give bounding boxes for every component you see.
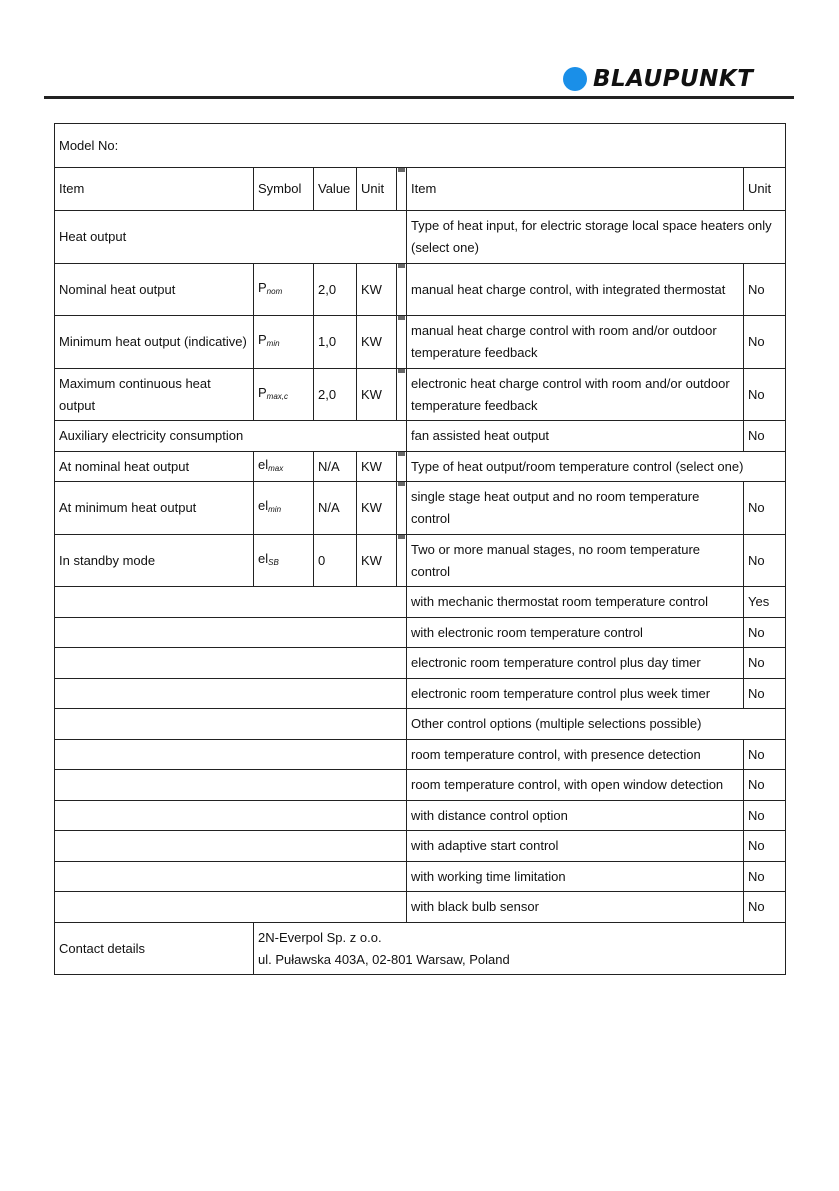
header-unit: Unit (357, 168, 397, 211)
option-label: with mechanic thermostat room temperature control (407, 587, 744, 618)
other-control-heading: Other control options (multiple selections possible) (407, 709, 786, 740)
option-value: No (744, 535, 786, 587)
ecodesign-table (54, 123, 786, 975)
table-row (55, 618, 786, 648)
empty-left-cell (55, 618, 407, 648)
row-label: At nominal heat output (55, 452, 254, 482)
heat-output-control-heading: Type of heat output/room temperature control (select one) (407, 452, 786, 482)
brand-name: BLAUPUNKT (593, 66, 754, 92)
header-item: Item (55, 168, 254, 211)
value-cell: 2,0 (314, 369, 357, 421)
symbol-cell: $P_{max,c}$ (254, 369, 314, 421)
aux-label: Auxiliary electricity consumption (55, 421, 407, 452)
row-label: Maximum continuous heat output (55, 369, 254, 421)
option-label: room temperature control, with presence detection (407, 740, 744, 770)
table-row (55, 264, 786, 316)
empty-left-cell (55, 679, 407, 709)
option-label: electronic heat charge control with room and/or outdoor temperature feedback (407, 369, 744, 421)
column-separator (397, 369, 407, 421)
unit-cell: KW (357, 264, 397, 316)
option-label: with electronic room temperature control (407, 618, 744, 648)
value-cell: N/A (314, 482, 357, 535)
value-cell: N/A (314, 452, 357, 482)
header-unit-right: Unit (744, 168, 786, 211)
empty-left-cell (55, 587, 407, 618)
contact-company: 2N-Everpol Sp. z o.o. (258, 929, 382, 945)
value-cell: 1,0 (314, 316, 357, 369)
table-row (55, 862, 786, 892)
empty-left-cell (55, 740, 407, 770)
column-separator (397, 264, 407, 316)
heat-output-label: Heat output (55, 211, 407, 264)
option-value: No (744, 482, 786, 535)
unit-cell: KW (357, 535, 397, 587)
table-row (55, 679, 786, 709)
option-label: with black bulb sensor (407, 892, 744, 923)
empty-left-cell (55, 709, 407, 740)
option-value: No (744, 264, 786, 316)
option-value: No (744, 648, 786, 679)
option-value: No (744, 316, 786, 369)
table-row (55, 211, 786, 264)
empty-left-cell (55, 770, 407, 801)
symbol-cell: $P_{nom}$ (254, 264, 314, 316)
value-cell: 2,0 (314, 264, 357, 316)
option-value: No (744, 679, 786, 709)
model-row (55, 124, 786, 168)
table-row (55, 801, 786, 831)
table-row (55, 482, 786, 535)
table-row (55, 316, 786, 369)
option-value: No (744, 801, 786, 831)
option-value: No (744, 740, 786, 770)
option-value: No (744, 369, 786, 421)
column-separator (397, 482, 407, 535)
option-value: No (744, 618, 786, 648)
unit-cell: KW (357, 316, 397, 369)
symbol-cell: $el_{max}$ (254, 452, 314, 482)
option-value: No (744, 770, 786, 801)
table-row (55, 709, 786, 740)
option-label: single stage heat output and no room temperature control (407, 482, 744, 535)
symbol-cell: $el_{min}$ (254, 482, 314, 535)
heat-input-type-heading: Type of heat input, for electric storage local space heaters only (select one) (407, 211, 786, 264)
brand-dot-icon (563, 67, 587, 91)
contact-row (55, 923, 786, 975)
empty-left-cell (55, 801, 407, 831)
option-label: electronic room temperature control plus week timer (407, 679, 744, 709)
contact-details (254, 923, 786, 975)
option-label: manual heat charge control, with integrated thermostat (407, 264, 744, 316)
model-label: Model No: (55, 124, 786, 168)
option-value: No (744, 862, 786, 892)
header-row (55, 168, 786, 211)
table-row (55, 587, 786, 618)
option-label: with adaptive start control (407, 831, 744, 862)
option-label: manual heat charge control with room and/or outdoor temperature feedback (407, 316, 744, 369)
column-separator (397, 452, 407, 482)
table-row (55, 535, 786, 587)
column-separator (397, 168, 407, 211)
option-label: fan assisted heat output (407, 421, 744, 452)
header-item-right: Item (407, 168, 744, 211)
table-row (55, 452, 786, 482)
option-value: No (744, 421, 786, 452)
unit-cell: KW (357, 369, 397, 421)
brand-logo (563, 66, 753, 92)
unit-cell: KW (357, 452, 397, 482)
option-value: No (744, 892, 786, 923)
table-row (55, 892, 786, 923)
table-row (55, 648, 786, 679)
option-label: Two or more manual stages, no room temperature control (407, 535, 744, 587)
contact-address: ul. Puławska 403A, 02-801 Warsaw, Poland (258, 951, 510, 967)
option-value: No (744, 831, 786, 862)
symbol-cell: $el_{SB}$ (254, 535, 314, 587)
option-label: electronic room temperature control plus day timer (407, 648, 744, 679)
row-label: In standby mode (55, 535, 254, 587)
empty-left-cell (55, 892, 407, 923)
table-row (55, 831, 786, 862)
header-value: Value (314, 168, 357, 211)
table-row (55, 369, 786, 421)
row-label: Nominal heat output (55, 264, 254, 316)
table-row (55, 770, 786, 801)
header-rule (44, 96, 794, 99)
option-label: with distance control option (407, 801, 744, 831)
unit-cell: KW (357, 482, 397, 535)
empty-left-cell (55, 862, 407, 892)
column-separator (397, 316, 407, 369)
symbol-cell: $P_{min}$ (254, 316, 314, 369)
table-row (55, 740, 786, 770)
option-label: room temperature control, with open window detection (407, 770, 744, 801)
empty-left-cell (55, 648, 407, 679)
empty-left-cell (55, 831, 407, 862)
column-separator (397, 535, 407, 587)
row-label: Minimum heat output (indicative) (55, 316, 254, 369)
option-value: Yes (744, 587, 786, 618)
row-label: At minimum heat output (55, 482, 254, 535)
contact-label: Contact details (55, 923, 254, 975)
option-label: with working time limitation (407, 862, 744, 892)
value-cell: 0 (314, 535, 357, 587)
table-row (55, 421, 786, 452)
header-symbol: Symbol (254, 168, 314, 211)
